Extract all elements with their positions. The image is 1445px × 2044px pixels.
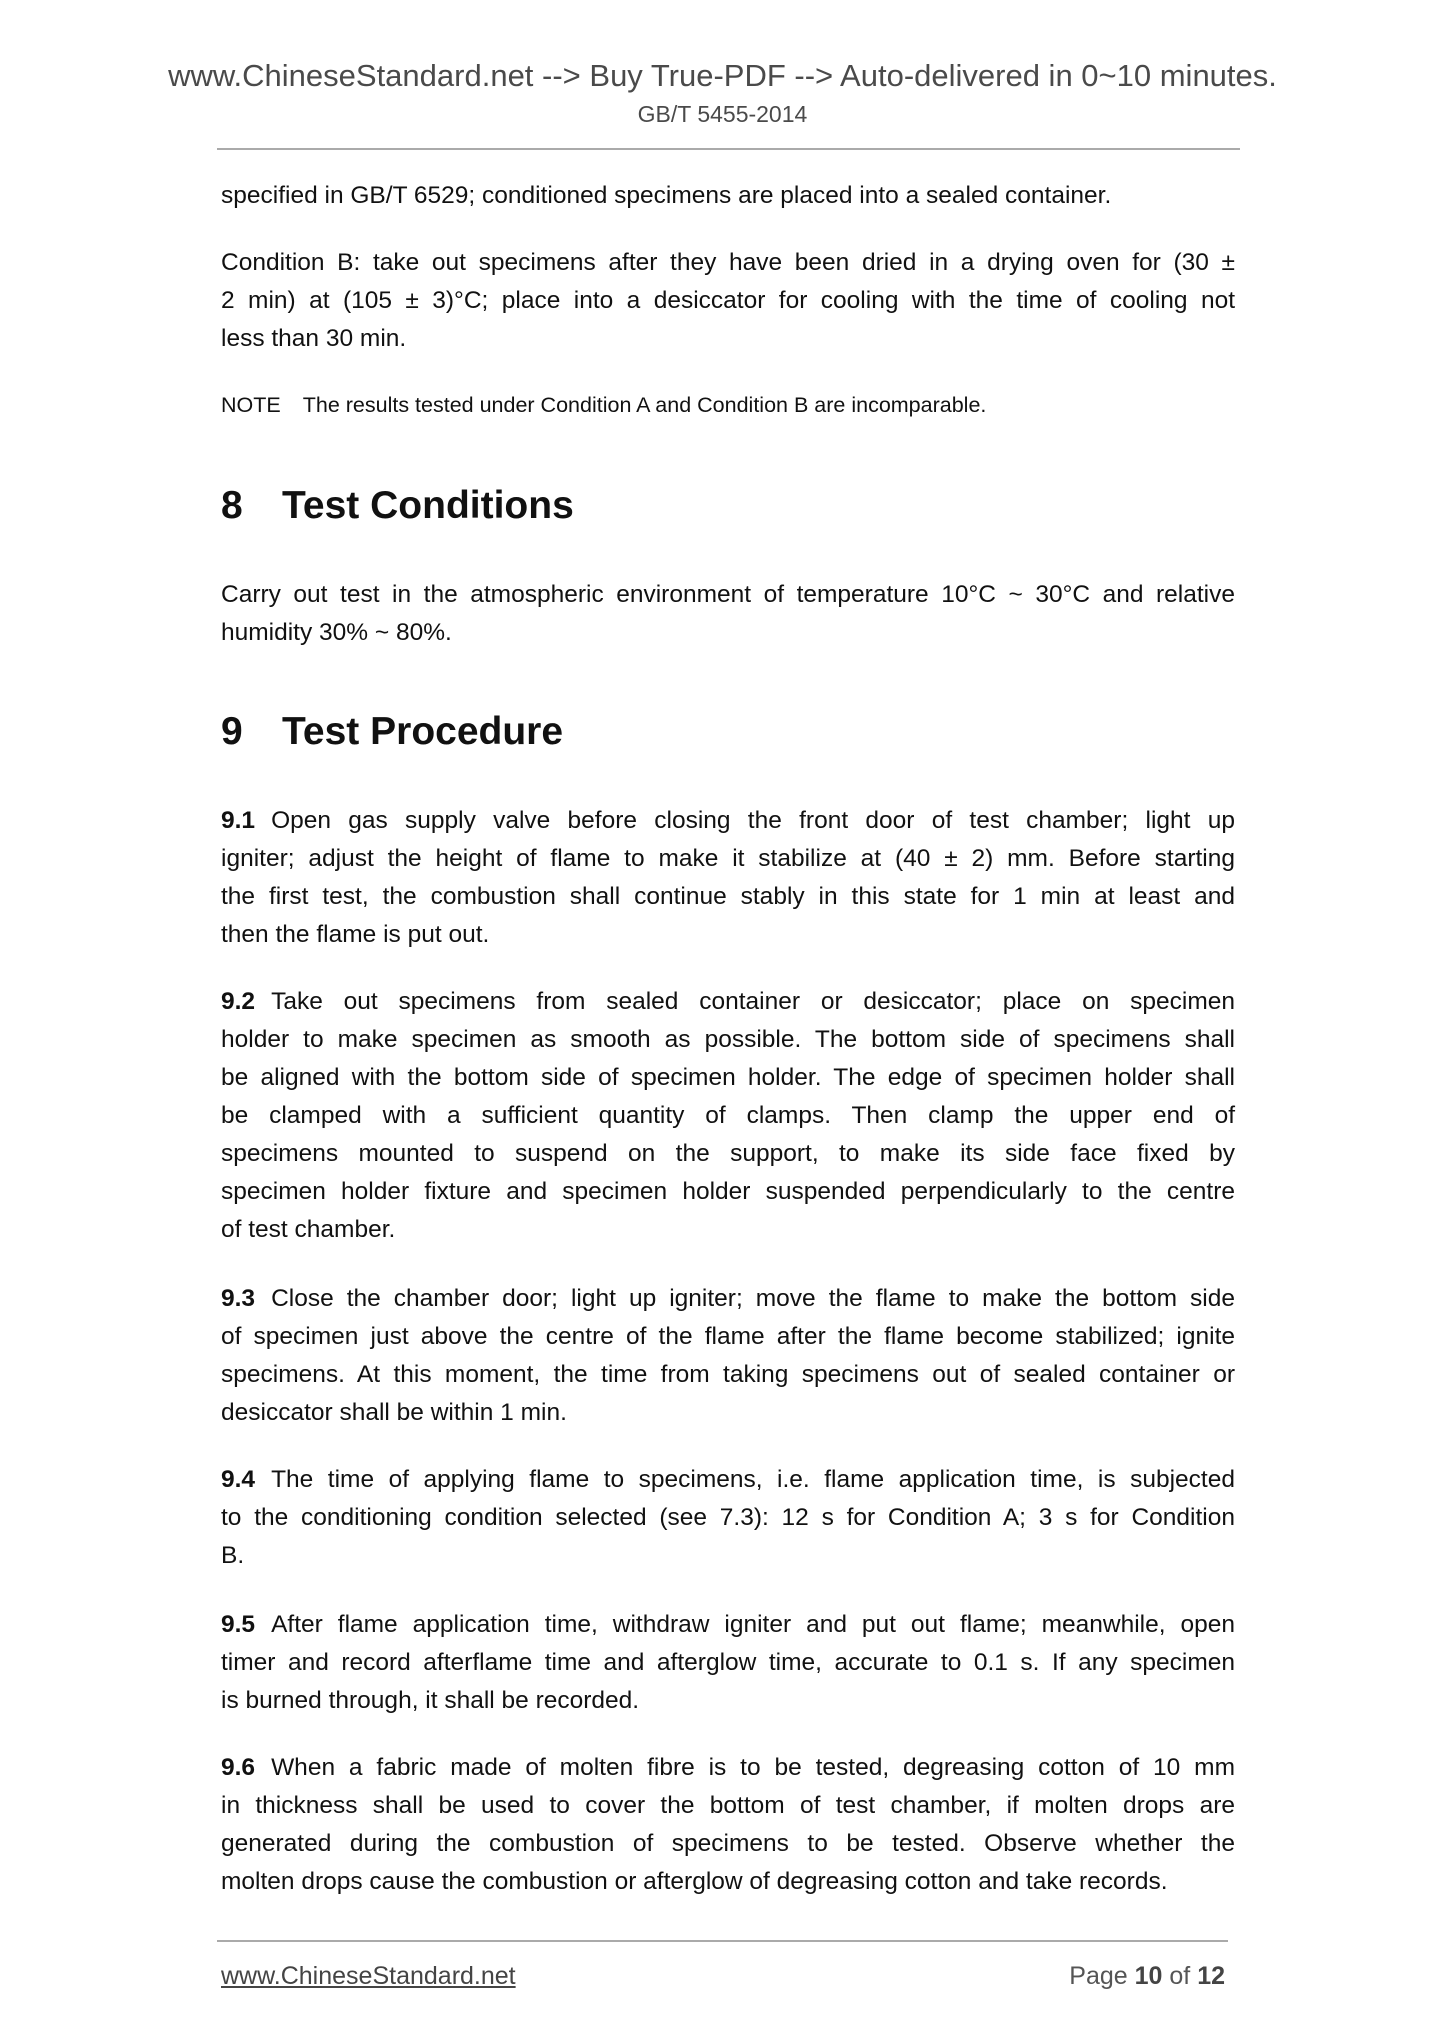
- page-current: 10: [1134, 1962, 1163, 1990]
- text-line: 2 min) at (105 ± 3)°C; place into a desiccator for cooling with the time of cooling not: [221, 287, 1235, 314]
- text-line: [221, 1280, 1235, 1318]
- text-line: humidity 30% ~ 80%.: [221, 619, 452, 646]
- text-line: [221, 983, 1235, 1021]
- paragraph-9-5: [221, 1606, 1235, 1720]
- text-line: [221, 1461, 1235, 1499]
- text-line: less than 30 min.: [221, 325, 407, 352]
- section-title: Test Conditions: [282, 484, 574, 527]
- text-line: igniter; adjust the height of flame to make it stabilize at (40 ± 2) mm. Before starting: [221, 845, 1235, 872]
- page-of: of: [1169, 1962, 1191, 1990]
- text-line: molten drops cause the combustion or afterglow of degreasing cotton and take records.: [221, 1868, 1168, 1895]
- clause-text: After flame application time, withdraw igniter and put out flame; meanwhile, open: [271, 1611, 1235, 1638]
- text-line: be clamped with a sufficient quantity of clamps. Then clamp the upper end of: [221, 1102, 1235, 1129]
- clause-text: The time of applying flame to specimens, i.e. flame application time, is subjected: [271, 1466, 1235, 1493]
- clause-number: 9.2: [221, 988, 256, 1015]
- text-line: of test chamber.: [221, 1216, 396, 1243]
- section-heading-8: [221, 484, 574, 528]
- text-line: Condition B: take out specimens after they have been dried in a drying oven for (30 ±: [221, 249, 1235, 276]
- paragraph-9-2: [221, 983, 1235, 1249]
- clause-number: 9.5: [221, 1611, 256, 1638]
- standard-number: GB/T 5455-2014: [637, 101, 808, 127]
- page-indicator: [1069, 1962, 1225, 1991]
- page-total: 12: [1197, 1962, 1225, 1990]
- text-line: [221, 1749, 1235, 1787]
- text-line: to the conditioning condition selected (see 7.3): 12 s for Condition A; 3 s for Condition: [221, 1504, 1235, 1531]
- text-line: specified in GB/T 6529; conditioned specimens are placed into a sealed container.: [221, 182, 1112, 209]
- clause-text: When a fabric made of molten fibre is to be tested, degreasing cotton of 10 mm: [271, 1754, 1235, 1781]
- text-line: generated during the combustion of specimens to be tested. Observe whether the: [221, 1830, 1235, 1857]
- text-line: timer and record afterflame time and afterglow time, accurate to 0.1 s. If any specimen: [221, 1649, 1235, 1676]
- note: [221, 393, 986, 418]
- header-title: www.ChineseStandard.net --> Buy True-PDF --> Auto-delivered in 0~10 minutes.: [168, 58, 1277, 93]
- paragraph-9-3: [221, 1280, 1235, 1432]
- note-text: The results tested under Condition A and Condition B are incomparable.: [302, 393, 987, 417]
- page-label: Page: [1069, 1962, 1128, 1990]
- text-line: holder to make specimen as smooth as possible. The bottom side of specimens shall: [221, 1026, 1235, 1053]
- text-line: in thickness shall be used to cover the bottom of test chamber, if molten drops are: [221, 1792, 1235, 1819]
- paragraph-9-4: [221, 1461, 1235, 1575]
- clause-number: 9.3: [221, 1285, 256, 1312]
- text-line: desiccator shall be within 1 min.: [221, 1399, 567, 1426]
- footer-website-link[interactable]: www.ChineseStandard.net: [221, 1962, 516, 1990]
- text-line: be aligned with the bottom side of specimen holder. The edge of specimen holder shall: [221, 1064, 1235, 1091]
- text-line: specimens mounted to suspend on the support, to make its side face fixed by: [221, 1140, 1235, 1167]
- clause-number: 9.4: [221, 1466, 256, 1493]
- text-line: specimens. At this moment, the time from taking specimens out of sealed container or: [221, 1361, 1235, 1388]
- text-line: the first test, the combustion shall continue stably in this state for 1 min at least and: [221, 883, 1235, 910]
- clause-number: 9.6: [221, 1754, 256, 1781]
- text-line: [221, 1606, 1235, 1644]
- section-heading-9: [221, 710, 563, 754]
- text-line: then the flame is put out.: [221, 921, 490, 948]
- paragraph-test-conditions: [221, 576, 1235, 652]
- footer-divider: [217, 1940, 1228, 1942]
- clause-number: 9.1: [221, 807, 256, 834]
- text-line: specimen holder fixture and specimen holder suspended perpendicularly to the centre: [221, 1178, 1235, 1205]
- paragraph-condition-b: [221, 244, 1235, 358]
- text-line: of specimen just above the centre of the flame after the flame become stabilized; ignite: [221, 1323, 1235, 1350]
- clause-text: Open gas supply valve before closing the front door of test chamber; light up: [271, 807, 1235, 834]
- text-line: Carry out test in the atmospheric environment of temperature 10°C ~ 30°C and relative: [221, 581, 1235, 608]
- paragraph-9-6: [221, 1749, 1235, 1901]
- note-label: NOTE: [221, 393, 281, 417]
- header-divider: [217, 148, 1240, 150]
- text-line: [221, 802, 1235, 840]
- clause-text: Take out specimens from sealed container or desiccator; place on specimen: [271, 988, 1235, 1015]
- section-title: Test Procedure: [282, 710, 564, 753]
- text-line: B.: [221, 1542, 245, 1569]
- paragraph-9-1: [221, 802, 1235, 954]
- paragraph-conditioning-end: [221, 177, 1235, 215]
- text-line: is burned through, it shall be recorded.: [221, 1687, 640, 1714]
- section-number: 8: [221, 484, 243, 527]
- section-number: 9: [221, 710, 243, 753]
- clause-text: Close the chamber door; light up igniter; move the flame to make the bottom side: [271, 1285, 1235, 1312]
